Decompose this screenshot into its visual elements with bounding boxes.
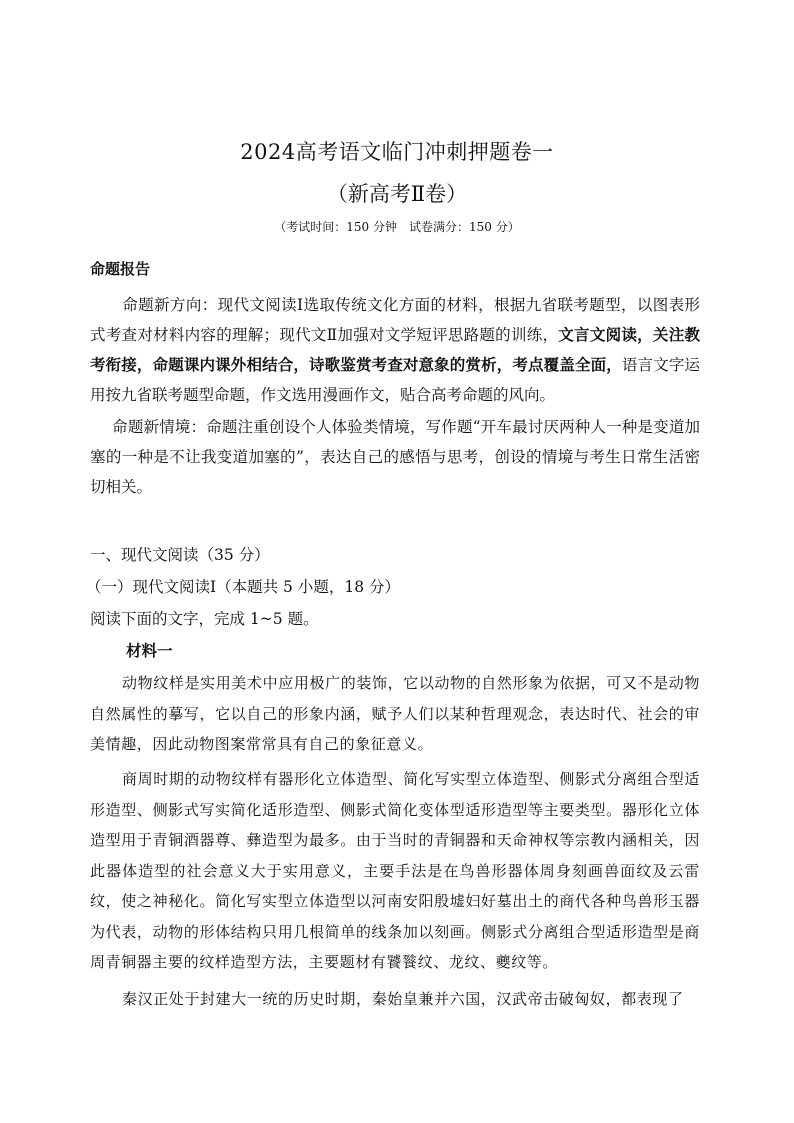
material-paragraph-2 (90, 764, 700, 978)
material-paragraph-3 (90, 984, 700, 1015)
exam-time-score: （考试时间：150 分钟 试卷满分：150 分） (274, 220, 520, 234)
sub-section-heading: （一）现代文阅读Ⅰ（本题共 5 小题，18 分） (86, 578, 400, 596)
material-paragraph-1 (90, 668, 700, 760)
material-label: 材料一 (126, 641, 173, 660)
report-paragraph-context (90, 412, 700, 502)
report-context-text: 命题新情境：命题注重创设个人体验类情境，写作题“开车最讨厌两种人一种是变道加塞的一种是不让我变道加塞的”，表达自己的感悟与思考，创设的情境与考生日常生活密切相关。 (90, 418, 700, 496)
report-heading: 命题报告 (90, 260, 151, 278)
report-paragraph-direction (90, 290, 700, 410)
material-p1-text: 动物纹样是实用美术中应用极广的装饰，它以动物的自然形象为依据，可又不是动物自然属性的摹写，它以自己的形象内涵，赋予人们以某种哲理观念，表达时代、社会的审美情趣，因此动物图案常常具有自己的象征意义。 (90, 674, 700, 753)
report-direction-bold: 文言文阅读，关注教考衔接，命题课内课外相结合，诗歌鉴赏考查对意象的赏析，考点覆盖全面， (90, 325, 700, 374)
exam-title: 2024高考语文临门冲刺押题卷一 (240, 140, 554, 164)
part-one-heading: 一、现代文阅读（35 分） (90, 546, 270, 564)
reading-instruction: 阅读下面的文字，完成 1~5 题。 (90, 610, 319, 628)
exam-subtitle: （新高考Ⅱ卷） (326, 182, 468, 206)
report-direction-tail: 语言文字运用按九省联考题型命题，作文选用漫画作文，贴合高考命题的风向。 (90, 356, 700, 404)
material-p3-text: 秦汉正处于封建大一统的历史时期，秦始皇兼并六国，汉武帝击破匈奴，都表现了 (122, 990, 684, 1008)
material-p2-text: 商周时期的动物纹样有器形化立体造型、简化写实型立体造型、侧影式分离组合型适形造型、侧影式写实简化适形造型、侧影式简化变体型适形造型等主要类型。器形化立体造型用于青铜酒器尊、彝造型为最多。由于当时的青铜器和天命神权等宗教内涵相关，因此器体造型的社会意义大于实用意义，主要手法是在鸟兽形器体周身刻画兽面纹及云雷纹，使之神秘化。简化写实型立体造型以河南安阳殷墟妇好墓出土的商代各种鸟兽形玉器为代表，动物的形体结构只用几根简单的线条加以刻画。侧影式分离组合型适形造型是商周青铜器主要的纹样造型方法，主要题材有饕餮纹、龙纹、夔纹等。 (90, 770, 700, 971)
report-direction-text: 命题新方向：现代文阅读Ⅰ选取传统文化方面的材料，根据九省联考题型，以图表形式考查对材料内容的理解；现代文Ⅱ加强对文学短评思路题的训练， (90, 296, 700, 344)
